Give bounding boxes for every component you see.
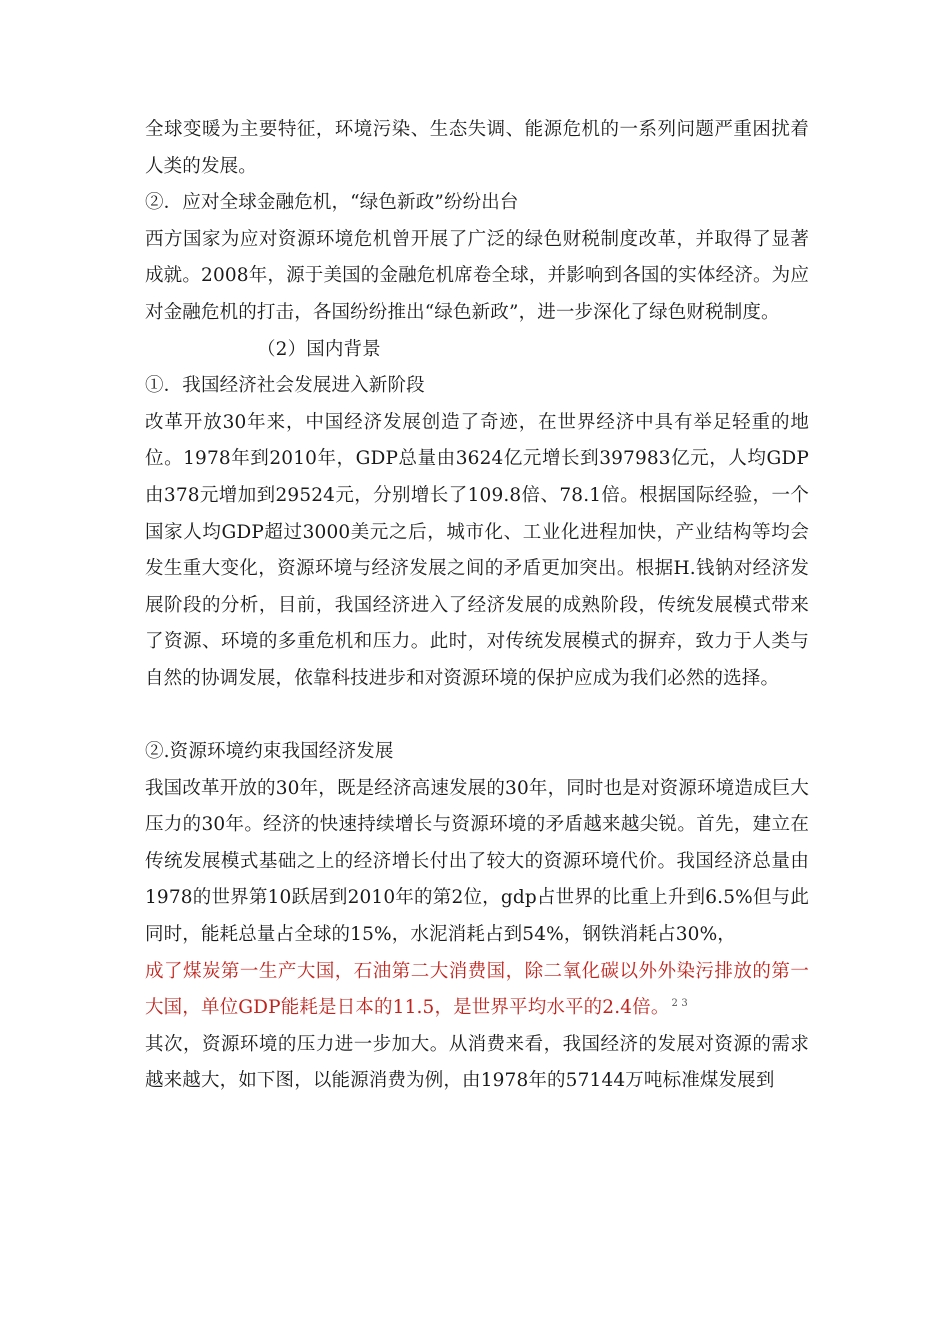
paragraph-energy-highlight (145, 954, 809, 1027)
paragraph-resource-pressure: 我国改革开放的30年，既是经济高速发展的30年，同时也是对资源环境造成巨大压力的30年。经济的快速持续增长与资源环境的矛盾越来越尖锐。首先，建立在传统发展模式基础之上的经济增长付出了较大的资源环境代价。我国经济总量由1978的世界第10跃居到2010年的第2位，gdp占世界的比重上升到6.5%但与此同时，能耗总量占全球的15%，水泥消耗占到54%，钢铁消耗占30%， (145, 777, 809, 946)
document-body (145, 112, 809, 1100)
heading-resource-constraint: ②.资源环境约束我国经济发展 (145, 741, 394, 763)
paragraph-green-fiscal-reform: 西方国家为应对资源环境危机曾开展了广泛的绿色财税制度改革，并取得了显著成就。2008年，源于美国的金融危机席卷全球，并影响到各国的实体经济。为应对金融危机的打击，各国纷纷推出“绿色新政”，进一步深化了绿色财税制度。 (145, 228, 809, 323)
paragraph-reform-growth: 改革开放30年来，中国经济发展创造了奇迹，在世界经济中具有举足轻重的地位。1978年到2010年，GDP总量由3624亿元增长到397983亿元，人均GDP由378元增加到29524元，分别增长了109.8倍、78.1倍。根据国际经验，一个国家人均GDP超过3000美元之后，城市化、工业化进程加快，产业结构等均会发生重大变化，资源环境与经济发展之间的矛盾更加突出。根据H.钱钠对经济发展阶段的分析，目前，我国经济进入了经济发展的成熟阶段，传统发展模式带来了资源、环境的多重危机和压力。此时，对传统发展模式的摒弃，致力于人类与自然的协调发展，依靠科技进步和对资源环境的保护应成为我们必然的选择。 (145, 411, 809, 689)
heading-green-new-deal: ②．应对全球金融危机，“绿色新政”纷纷出台 (145, 192, 519, 214)
highlight-text: 成了煤炭第一生产大国，石油第二大消费国，除二氧化碳以外外染污排放的第一大国，单位GDP能耗是日本的11.5，是世界平均水平的2.4倍。 (145, 960, 809, 1019)
paragraph-global-warming: 全球变暖为主要特征，环境污染、生态失调、能源危机的一系列问题严重困扰着人类的发展。 (145, 119, 809, 177)
blank-line (145, 698, 809, 735)
footnote-marks[interactable]: 2 3 (671, 998, 688, 1010)
heading-domestic-background: （2）国内背景 (257, 338, 381, 360)
paragraph-energy-consumption: 其次，资源环境的压力进一步加大。从消费来看，我国经济的发展对资源的需求越来越大，如下图，以能源消费为例，由1978年的57144万吨标准煤发展到 (145, 1033, 809, 1092)
heading-new-stage: ①．我国经济社会发展进入新阶段 (145, 375, 425, 397)
